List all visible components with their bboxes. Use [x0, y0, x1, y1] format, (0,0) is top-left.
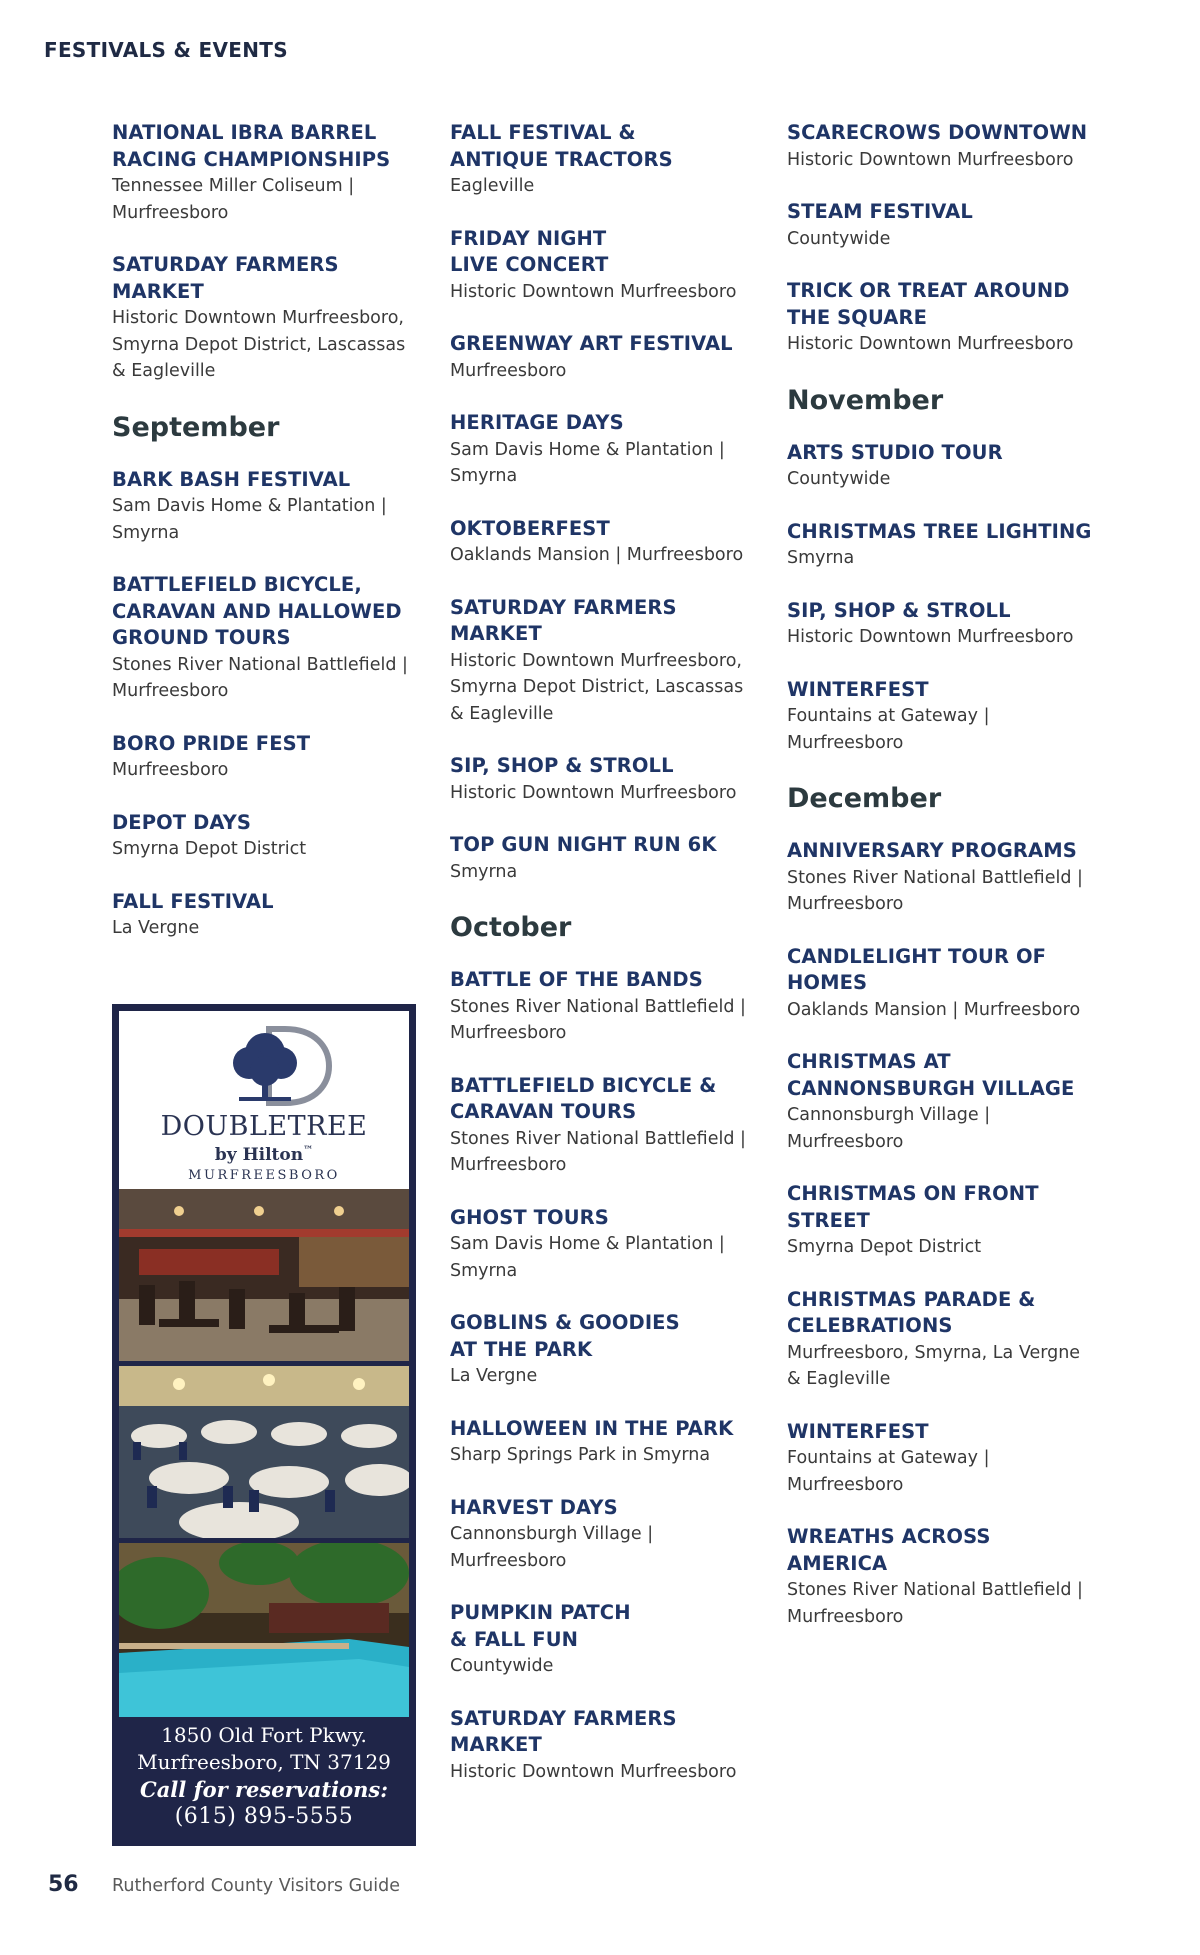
event-listing	[787, 1287, 1107, 1393]
event-title: HOMES	[787, 971, 868, 994]
event-location: Murfreesboro	[787, 1474, 904, 1495]
event-listing	[112, 120, 424, 226]
logo-sub-brand	[119, 1145, 409, 1165]
event-listing	[787, 1524, 1107, 1630]
event-title: HERITAGE DAYS	[450, 411, 624, 434]
event-listing	[450, 1495, 762, 1575]
doubletree-tree-emblem-icon	[119, 1011, 409, 1111]
event-title: GROUND TOURS	[112, 626, 291, 649]
event-title: TRICK OR TREAT AROUND	[787, 279, 1070, 302]
logo-trademark: ™	[303, 1145, 314, 1156]
ad-contact-info	[112, 1722, 416, 1830]
event-listing	[450, 1073, 762, 1179]
event-location: Stones River National Battlefield |	[787, 1580, 1083, 1600]
event-title: WINTERFEST	[787, 677, 929, 701]
restaurant-photo	[119, 1189, 409, 1361]
event-location: & Eagleville	[787, 1369, 891, 1389]
event-listing	[787, 1181, 1107, 1261]
event-location: Countywide	[787, 469, 891, 489]
event-title: HALLOWEEN IN THE PARK	[450, 1416, 734, 1440]
event-location: Fountains at Gateway |	[787, 1448, 990, 1468]
event-location: Countywide	[450, 1656, 554, 1676]
event-title: DEPOT DAYS	[112, 810, 252, 834]
event-title: SCARECROWS DOWNTOWN	[787, 121, 1088, 144]
event-location: Historic Downtown Murfreesboro	[787, 334, 1074, 354]
event-location: Fountains at Gateway |	[787, 706, 990, 726]
event-location: Sharp Springs Park in Smyrna	[450, 1445, 711, 1465]
event-location: La Vergne	[450, 1366, 538, 1386]
event-title: AMERICA	[787, 1551, 888, 1575]
event-title: ARTS STUDIO TOUR	[787, 440, 1003, 464]
event-location: Stones River National Battlefield |	[787, 867, 1083, 888]
doubletree-logo	[119, 1011, 409, 1189]
event-title: AT THE PARK	[450, 1337, 593, 1361]
event-location: Stones River National Battlefield |	[112, 654, 408, 675]
event-title: BATTLEFIELD BICYCLE &	[450, 1073, 717, 1097]
event-title: TOP GUN NIGHT RUN 6K	[450, 833, 717, 856]
event-listing	[450, 1600, 762, 1680]
event-title: GREENWAY ART FESTIVAL	[450, 332, 733, 355]
event-location: Smyrna	[450, 466, 518, 486]
event-location: Countywide	[787, 228, 891, 249]
event-title: FALL FESTIVAL	[112, 889, 274, 913]
event-listing	[112, 467, 424, 547]
event-title: PUMPKIN PATCH	[450, 1601, 631, 1624]
event-location: Oaklands Mansion | Murfreesboro	[787, 999, 1081, 1020]
event-listing	[450, 595, 762, 728]
event-title: STEAM FESTIVAL	[787, 200, 973, 223]
guide-title: Rutherford County Visitors Guide	[112, 1876, 400, 1896]
event-title: ANTIQUE TRACTORS	[450, 147, 673, 171]
event-location: Murfreesboro	[450, 1023, 567, 1043]
event-location: Murfreesboro	[787, 1606, 904, 1627]
event-listing	[112, 252, 424, 385]
event-location: Murfreesboro	[112, 681, 229, 701]
event-location: Smyrna	[450, 861, 518, 882]
event-location: Murfreesboro	[450, 1550, 567, 1571]
events-column-3	[787, 120, 1107, 1656]
event-location: Stones River National Battlefield |	[450, 1128, 746, 1149]
logo-brand-name: DOUBLETREE	[160, 1111, 368, 1142]
event-title: WINTERFEST	[787, 1419, 929, 1443]
pool-photo	[119, 1543, 409, 1717]
event-location: Historic Downtown Murfreesboro	[787, 627, 1074, 647]
event-listing	[450, 1416, 762, 1469]
event-listing	[787, 677, 1107, 757]
event-location: Oaklands Mansion | Murfreesboro	[450, 545, 744, 565]
month-heading: December	[787, 783, 942, 814]
month-heading: November	[787, 384, 944, 416]
event-location: Smyrna	[450, 1260, 518, 1281]
event-listing	[787, 598, 1107, 651]
event-title: SATURDAY FARMERS	[112, 253, 339, 276]
event-location: Smyrna	[112, 522, 180, 543]
event-location: La Vergne	[112, 918, 200, 938]
page-number: 56	[48, 1872, 79, 1897]
event-location: Historic Downtown Murfreesboro	[787, 149, 1074, 170]
events-column-1	[112, 120, 424, 968]
event-title: FALL FESTIVAL &	[450, 121, 636, 144]
event-location: Murfreesboro	[112, 760, 229, 780]
event-listing	[787, 838, 1107, 918]
banquet-hall-photo	[119, 1366, 409, 1538]
event-location: & Eagleville	[450, 703, 554, 724]
event-listing	[450, 516, 762, 569]
event-title: BARK BASH FESTIVAL	[112, 467, 351, 491]
event-title: BATTLEFIELD BICYCLE,	[112, 573, 362, 596]
event-location: Eagleville	[450, 176, 535, 196]
event-listing	[787, 199, 1107, 252]
event-title: MARKET	[450, 622, 542, 645]
month-heading: October	[450, 912, 572, 943]
logo-sub-brand-text: by Hilton	[214, 1145, 304, 1165]
event-title: SIP, SHOP & STROLL	[787, 598, 1011, 622]
event-title: CHRISTMAS PARADE &	[787, 1287, 1036, 1311]
month-heading: September	[112, 411, 280, 443]
event-location: Murfreesboro	[787, 1131, 904, 1152]
event-title: BATTLE OF THE BANDS	[450, 968, 703, 991]
events-column-2	[450, 120, 762, 1811]
event-title: MARKET	[112, 279, 204, 303]
event-location: Murfreesboro	[450, 360, 567, 381]
event-location: & Eagleville	[112, 361, 216, 381]
event-listing	[450, 1310, 762, 1390]
event-location: Sam Davis Home & Plantation |	[112, 496, 387, 516]
event-location: Smyrna	[787, 548, 855, 568]
event-listing	[450, 120, 762, 200]
event-location: Historic Downtown Murfreesboro	[450, 782, 737, 803]
event-listing	[450, 753, 762, 806]
event-title: FRIDAY NIGHT	[450, 226, 607, 250]
event-title: WREATHS ACROSS	[787, 1525, 991, 1548]
event-title: OKTOBERFEST	[450, 516, 610, 540]
event-listing	[450, 331, 762, 384]
event-title: MARKET	[450, 1733, 542, 1756]
event-listing	[112, 810, 424, 863]
event-title: CELEBRATIONS	[787, 1314, 953, 1337]
event-location: Sam Davis Home & Plantation |	[450, 439, 725, 460]
event-title: HARVEST DAYS	[450, 1495, 618, 1519]
event-title: SATURDAY FARMERS	[450, 595, 677, 619]
ad-address-line-2: Murfreesboro, TN 37129	[137, 1750, 391, 1774]
event-location: Cannonsburgh Village |	[787, 1105, 991, 1125]
event-location: Murfreesboro	[450, 1155, 567, 1175]
event-location: Smyrna Depot District	[787, 1237, 982, 1257]
event-location: Cannonsburgh Village |	[450, 1524, 654, 1544]
event-listing	[787, 944, 1107, 1024]
event-title: LIVE CONCERT	[450, 253, 609, 276]
event-title: CHRISTMAS TREE LIGHTING	[787, 519, 1092, 543]
event-title: BORO PRIDE FEST	[112, 731, 311, 755]
event-location: Smyrna Depot District, Lascassas	[450, 677, 744, 697]
event-title: CHRISTMAS AT	[787, 1050, 951, 1073]
event-title: GOBLINS & GOODIES	[450, 1311, 680, 1334]
event-title: ANNIVERSARY PROGRAMS	[787, 839, 1077, 862]
event-location: Murfreesboro, Smyrna, La Vergne	[787, 1342, 1081, 1363]
event-title: CHRISTMAS ON FRONT	[787, 1182, 1039, 1205]
event-listing	[450, 1706, 762, 1786]
event-title: CARAVAN AND HALLOWED	[112, 599, 402, 623]
event-listing	[787, 440, 1107, 493]
event-location: Historic Downtown Murfreesboro,	[450, 650, 742, 671]
event-listing	[112, 731, 424, 784]
event-title: SIP, SHOP & STROLL	[450, 754, 674, 777]
event-location: Smyrna Depot District	[112, 839, 307, 859]
event-title: RACING CHAMPIONSHIPS	[112, 147, 391, 171]
ad-phone-number[interactable]: (615) 895-5555	[174, 1804, 354, 1829]
event-listing	[112, 572, 424, 705]
event-listing	[787, 278, 1107, 358]
event-title: THE SQUARE	[787, 305, 928, 329]
event-listing	[450, 967, 762, 1047]
event-location: Murfreesboro	[787, 732, 904, 753]
event-title: STREET	[787, 1208, 870, 1232]
event-listing	[450, 1205, 762, 1285]
event-title: & FALL FUN	[450, 1627, 579, 1651]
event-listing	[112, 889, 424, 942]
event-location: Murfreesboro	[787, 894, 904, 914]
event-location: Historic Downtown Murfreesboro	[450, 1761, 737, 1782]
ad-call-to-action: Call for reservations:	[139, 1777, 388, 1802]
event-title: CARAVAN TOURS	[450, 1100, 637, 1123]
doubletree-advertisement[interactable]	[112, 1004, 416, 1846]
event-location: Stones River National Battlefield |	[450, 996, 746, 1017]
event-listing	[787, 519, 1107, 572]
event-location: Historic Downtown Murfreesboro,	[112, 308, 404, 328]
event-title: NATIONAL IBRA BARREL	[112, 121, 377, 144]
event-title: CANNONSBURGH VILLAGE	[787, 1076, 1075, 1100]
event-location: Tennessee Miller Coliseum |	[112, 176, 355, 196]
event-listing	[787, 120, 1107, 173]
event-title: CANDLELIGHT TOUR OF	[787, 944, 1047, 968]
event-title: GHOST TOURS	[450, 1205, 609, 1229]
event-title: SATURDAY FARMERS	[450, 1706, 677, 1730]
event-listing	[787, 1049, 1107, 1155]
event-listing	[450, 410, 762, 490]
event-listing	[450, 226, 762, 306]
event-location: Smyrna Depot District, Lascassas	[112, 334, 406, 355]
event-location: Historic Downtown Murfreesboro	[450, 281, 737, 302]
event-location: Murfreesboro	[112, 202, 229, 223]
event-location: Sam Davis Home & Plantation |	[450, 1234, 725, 1254]
logo-city: MURFREESBORO	[188, 1168, 340, 1183]
ad-address-line-1: 1850 Old Fort Pkwy.	[161, 1723, 367, 1747]
section-label: FESTIVALS & EVENTS	[44, 38, 288, 62]
event-listing	[787, 1419, 1107, 1499]
event-listing	[450, 832, 762, 885]
